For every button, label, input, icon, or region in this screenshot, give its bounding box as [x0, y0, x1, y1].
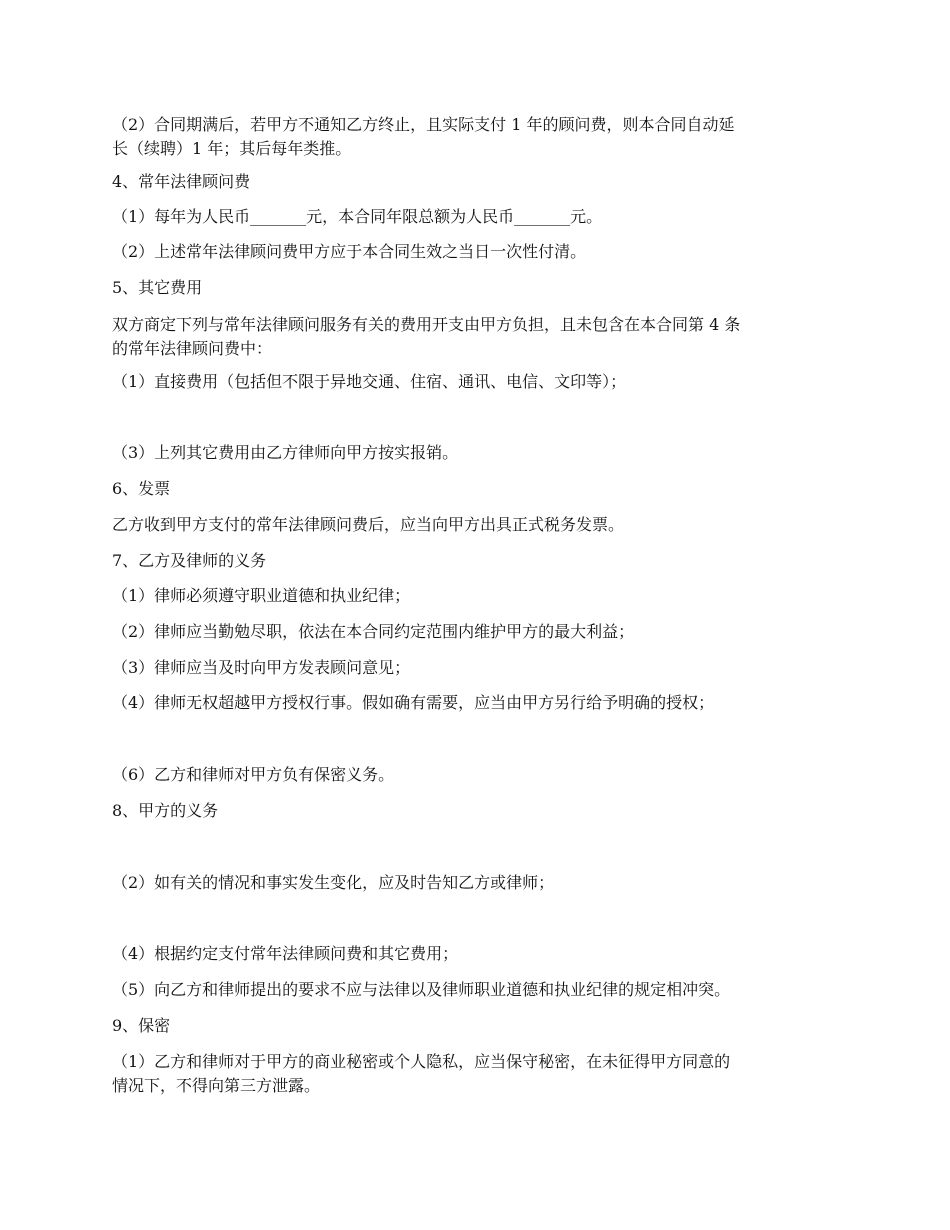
section-heading-lawyer-duties: 7、乙方及律师的义务: [112, 551, 267, 570]
text-line: 的常年法律顾问费中：: [112, 339, 273, 358]
paragraph-client-duty-2: （2）如有关的情况和事实发生变化，应及时告知乙方或律师；: [112, 873, 555, 892]
paragraph-invoice: 乙方收到甲方支付的常年法律顾问费后，应当向甲方出具正式税务发票。: [112, 515, 625, 534]
paragraph-client-duty-4: （4）根据约定支付常年法律顾问费和其它费用；: [112, 944, 459, 963]
section-heading-other-costs: 5、其它费用: [112, 278, 203, 297]
paragraph-lawyer-duty-1: （1）律师必须遵守职业道德和执业纪律；: [112, 586, 411, 605]
section-heading-client-duties: 8、甲方的义务: [112, 801, 219, 820]
paragraph-direct-costs: （1）直接费用（包括但不限于异地交通、住宿、通讯、电信、文印等）；: [112, 372, 627, 391]
text-line: （2）合同期满后，若甲方不通知乙方终止，且实际支付 1 年的顾问费，则本合同自动延: [112, 115, 735, 134]
paragraph-client-duty-5: （5）向乙方和律师提出的要求不应与法律以及律师职业道德和执业纪律的规定相冲突。: [112, 980, 731, 999]
text-line: （1）乙方和律师对于甲方的商业秘密或个人隐私，应当保守秘密，在未征得甲方同意的: [112, 1052, 731, 1071]
paragraph-lawyer-duty-4: （4）律师无权超越甲方授权行事。假如确有需要，应当由甲方另行给予明确的授权；: [112, 693, 715, 712]
paragraph-lawyer-duty-3: （3）律师应当及时向甲方发表顾问意见；: [112, 658, 411, 677]
text-line: 双方商定下列与常年法律顾问服务有关的费用开支由甲方负担，且未包含在本合同第 4 条: [112, 315, 741, 334]
paragraph-renewal-term: [112, 113, 840, 161]
paragraph-other-costs-intro: [112, 313, 840, 361]
text-line: 情况下，不得向第三方泄露。: [112, 1076, 321, 1095]
paragraph-lawyer-duty-6: （6）乙方和律师对甲方负有保密义务。: [112, 765, 395, 784]
section-heading-annual-fee: 4、常年法律顾问费: [112, 172, 251, 191]
paragraph-annual-fee-payment: （2）上述常年法律顾问费甲方应于本合同生效之当日一次性付清。: [112, 242, 587, 261]
section-heading-invoice: 6、发票: [112, 479, 171, 498]
text-line: 长（续聘）1 年；其后每年类推。: [112, 139, 352, 158]
paragraph-annual-fee-amount: （1）每年为人民币_______元，本合同年限总额为人民币_______元。: [112, 207, 603, 226]
section-heading-confidentiality: 9、保密: [112, 1016, 171, 1035]
paragraph-reimbursement: （3）上列其它费用由乙方律师向甲方按实报销。: [112, 443, 459, 462]
paragraph-lawyer-duty-2: （2）律师应当勤勉尽职，依法在本合同约定范围内维护甲方的最大利益；: [112, 622, 635, 641]
paragraph-confidentiality-1: [112, 1050, 840, 1098]
